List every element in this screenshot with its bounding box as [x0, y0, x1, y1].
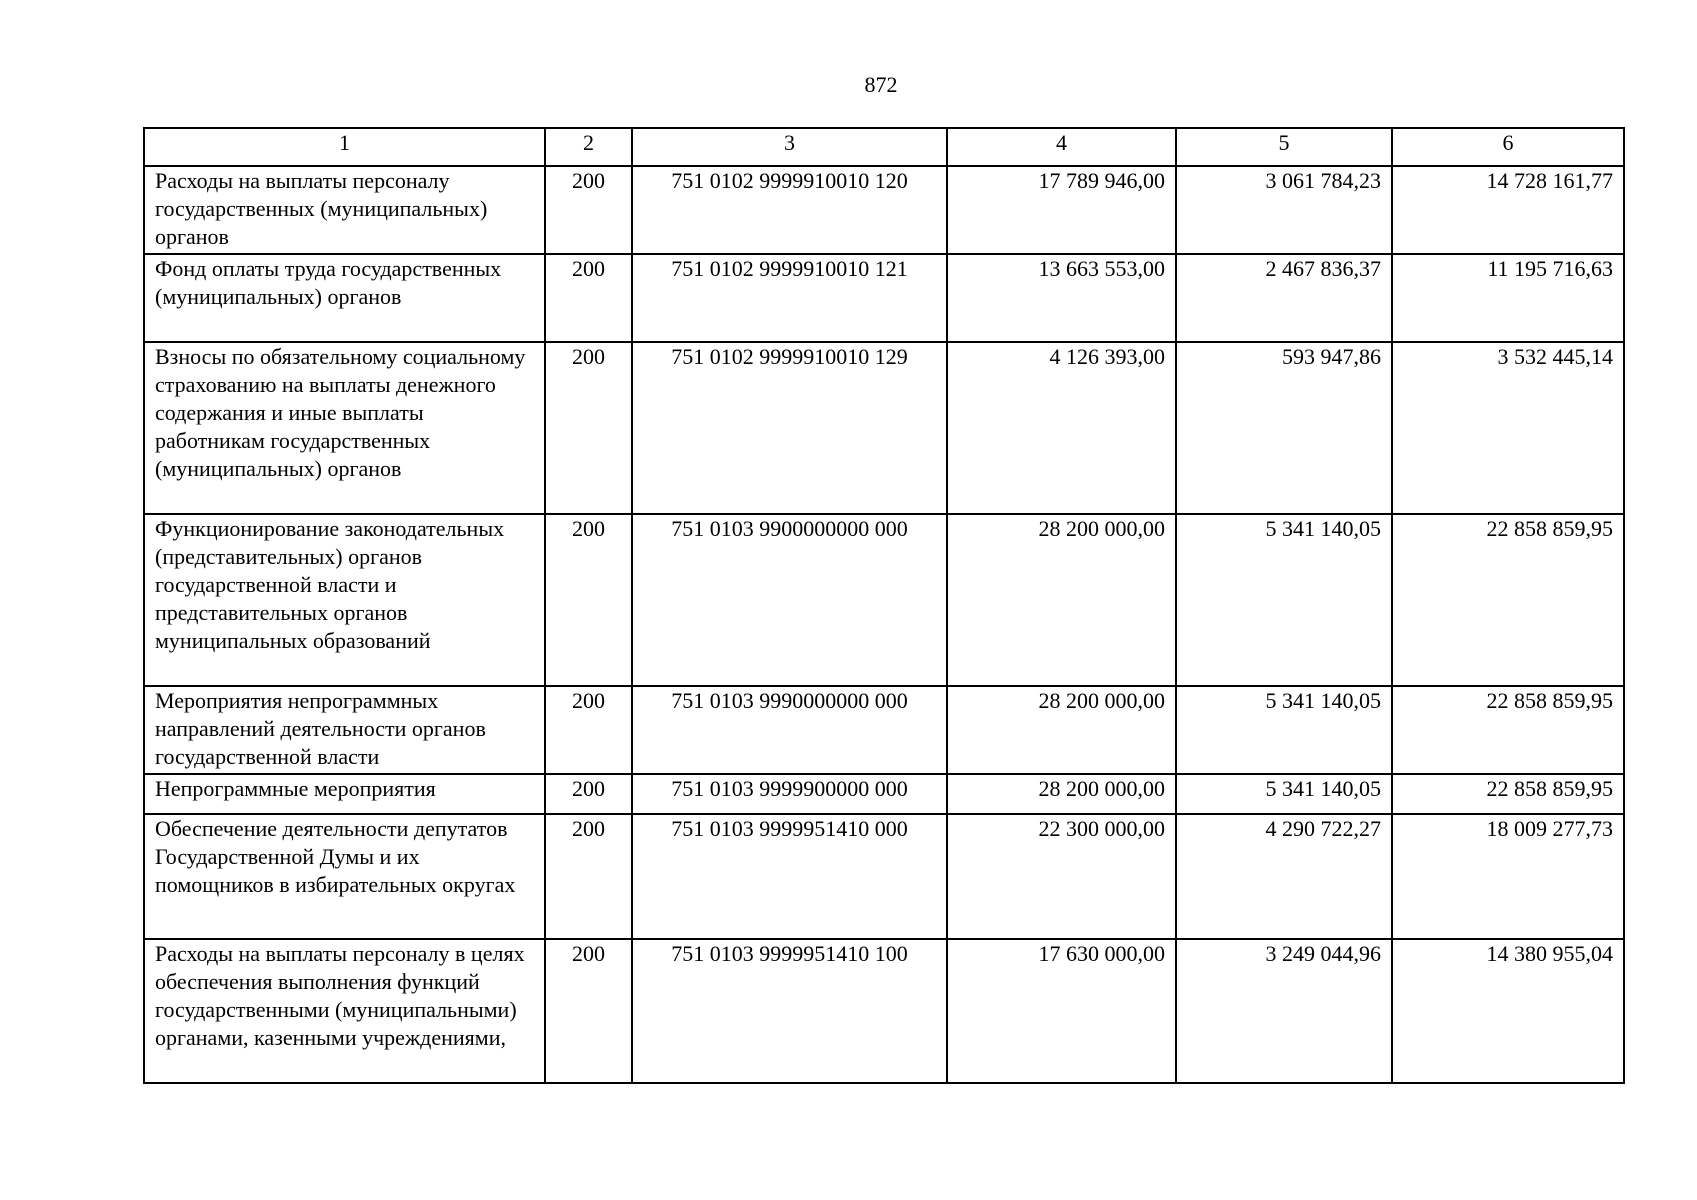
row-unexecuted: 14 728 161,77 [1392, 166, 1624, 254]
table-header-row [144, 128, 1624, 166]
row-unexecuted: 22 858 859,95 [1392, 774, 1624, 814]
row-executed: 3 249 044,96 [1176, 939, 1392, 1083]
row-executed: 4 290 722,27 [1176, 814, 1392, 939]
row-budget-code: 751 0103 9900000000 000 [632, 514, 947, 686]
row-unexecuted: 11 195 716,63 [1392, 254, 1624, 342]
row-line-code: 200 [545, 514, 632, 686]
row-unexecuted: 3 532 445,14 [1392, 342, 1624, 514]
row-executed: 5 341 140,05 [1176, 774, 1392, 814]
row-executed: 2 467 836,37 [1176, 254, 1392, 342]
budget-execution-table [143, 127, 1625, 1084]
row-budget-code: 751 0102 9999910010 121 [632, 254, 947, 342]
row-approved: 28 200 000,00 [947, 686, 1176, 774]
column-header: 5 [1176, 128, 1392, 166]
row-line-code: 200 [545, 939, 632, 1083]
row-budget-code: 751 0103 9999951410 100 [632, 939, 947, 1083]
row-budget-code: 751 0103 9999900000 000 [632, 774, 947, 814]
row-line-code: 200 [545, 686, 632, 774]
row-unexecuted: 22 858 859,95 [1392, 514, 1624, 686]
row-approved: 17 630 000,00 [947, 939, 1176, 1083]
row-unexecuted: 22 858 859,95 [1392, 686, 1624, 774]
row-approved: 28 200 000,00 [947, 514, 1176, 686]
row-executed: 593 947,86 [1176, 342, 1392, 514]
row-name: Обеспечение деятельности депутатов Государственной Думы и их помощников в избирательных округах [144, 814, 545, 939]
page-number: 872 [864, 72, 898, 97]
row-line-code: 200 [545, 774, 632, 814]
row-line-code: 200 [545, 166, 632, 254]
row-name: Мероприятия непрограммных направлений деятельности органов государственной власти [144, 686, 545, 774]
table-row [144, 939, 1624, 1083]
row-approved: 13 663 553,00 [947, 254, 1176, 342]
row-name: Фонд оплаты труда государственных (муниципальных) органов [144, 254, 545, 342]
table-row [144, 166, 1624, 254]
column-header: 6 [1392, 128, 1624, 166]
row-line-code: 200 [545, 254, 632, 342]
table-row [144, 254, 1624, 342]
row-executed: 3 061 784,23 [1176, 166, 1392, 254]
row-approved: 4 126 393,00 [947, 342, 1176, 514]
row-name: Взносы по обязательному социальному страхованию на выплаты денежного содержания и иные выплаты работникам государственных (муниципальных) органов [144, 342, 545, 514]
row-name: Расходы на выплаты персоналу в целях обеспечения выполнения функций государственными (муниципальными) органами, казенными учреждениями, [144, 939, 545, 1083]
row-budget-code: 751 0103 9999951410 000 [632, 814, 947, 939]
row-budget-code: 751 0103 9990000000 000 [632, 686, 947, 774]
column-header: 3 [632, 128, 947, 166]
row-unexecuted: 14 380 955,04 [1392, 939, 1624, 1083]
row-executed: 5 341 140,05 [1176, 514, 1392, 686]
column-header: 2 [545, 128, 632, 166]
row-name: Непрограммные мероприятия [144, 774, 545, 814]
table-row [144, 342, 1624, 514]
row-budget-code: 751 0102 9999910010 120 [632, 166, 947, 254]
table-row [144, 774, 1624, 814]
row-unexecuted: 18 009 277,73 [1392, 814, 1624, 939]
row-budget-code: 751 0102 9999910010 129 [632, 342, 947, 514]
column-header: 4 [947, 128, 1176, 166]
row-name: Функционирование законодательных (представительных) органов государственной власти и представительных органов муниципальных образований [144, 514, 545, 686]
row-name: Расходы на выплаты персоналу государственных (муниципальных) органов [144, 166, 545, 254]
row-approved: 28 200 000,00 [947, 774, 1176, 814]
column-header: 1 [144, 128, 545, 166]
row-line-code: 200 [545, 814, 632, 939]
table-row [144, 814, 1624, 939]
table-row [144, 686, 1624, 774]
table-row [144, 514, 1624, 686]
row-approved: 22 300 000,00 [947, 814, 1176, 939]
row-executed: 5 341 140,05 [1176, 686, 1392, 774]
row-line-code: 200 [545, 342, 632, 514]
row-approved: 17 789 946,00 [947, 166, 1176, 254]
